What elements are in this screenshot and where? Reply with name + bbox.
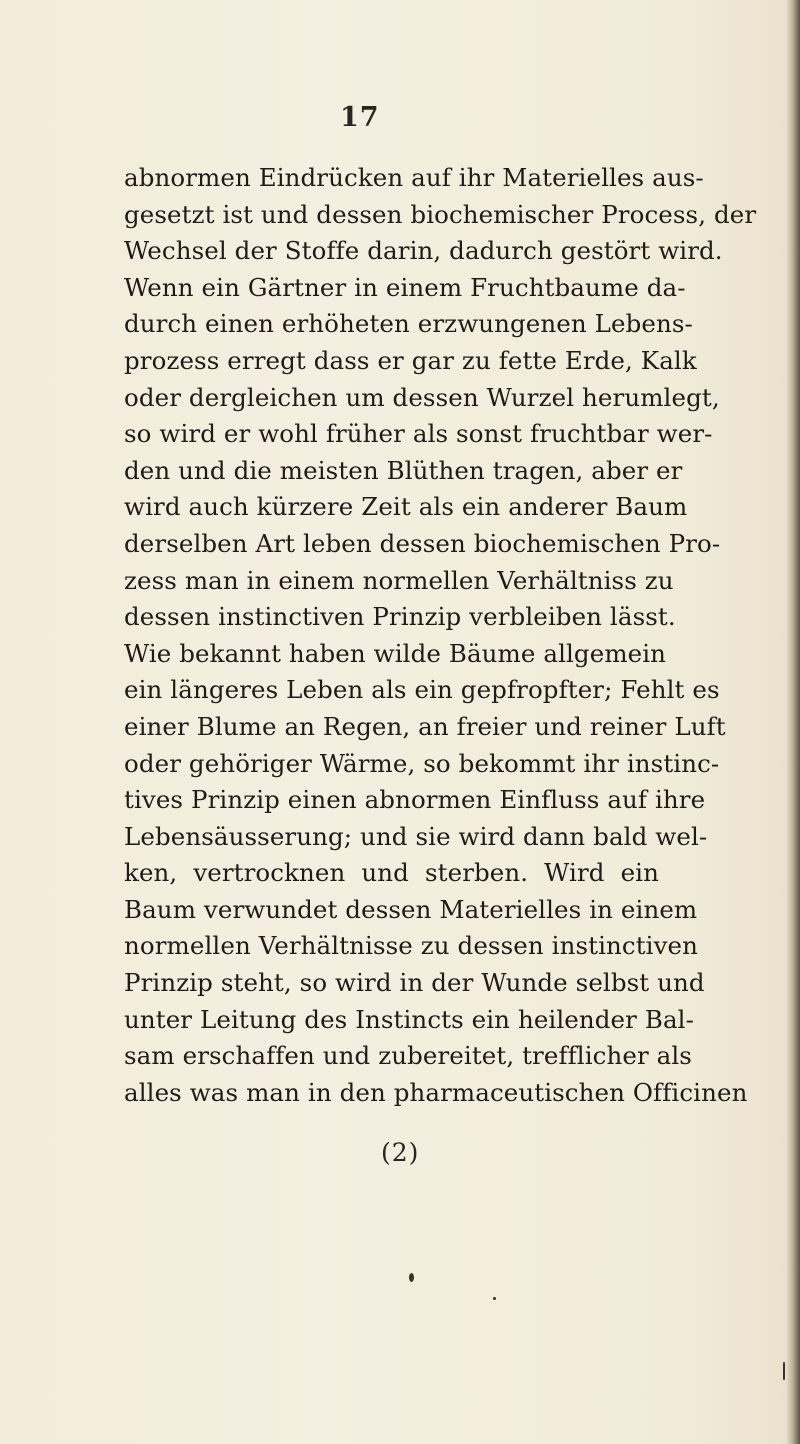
text-line: Wechsel der Stoffe darin, dadurch gestört wird. bbox=[124, 236, 723, 266]
paper-speck bbox=[409, 1273, 414, 1282]
text-line: tives Prinzip einen abnormen Einfluss auf ihre bbox=[124, 785, 706, 815]
text-line: sam erschaffen und zubereitet, trefflicher als bbox=[124, 1041, 692, 1071]
text-line: normellen Verhältnisse zu dessen instinctiven bbox=[124, 931, 699, 961]
text-line: durch einen erhöheten erzwungenen Lebens- bbox=[124, 309, 693, 339]
text-line: Lebensäusserung; und sie wird dann bald wel- bbox=[124, 821, 708, 851]
text-line: so wird er wohl früher als sonst fruchtbar wer- bbox=[124, 419, 713, 449]
page-number: 17 bbox=[340, 102, 380, 133]
text-line: unter Leitung des Instincts ein heilender Bal- bbox=[124, 1004, 694, 1034]
text-line: Wenn ein Gärtner in einem Fruchtbaume da- bbox=[124, 272, 686, 302]
text-line: Wie bekannt haben wilde Bäume allgemein bbox=[124, 638, 667, 668]
body-text bbox=[124, 160, 757, 1111]
text-line: oder gehöriger Wärme, so bekommt ihr instinc- bbox=[124, 748, 720, 778]
text-line: Baum verwundet dessen Materielles in einem bbox=[124, 894, 698, 924]
text-line: Prinzip steht, so wird in der Wunde selbst und bbox=[124, 968, 705, 998]
text-line: abnormen Eindrücken auf ihr Materielles aus- bbox=[124, 163, 704, 192]
text-line: gesetzt ist und dessen biochemischer Process, der bbox=[124, 199, 757, 229]
text-line: prozess erregt dass er gar zu fette Erde, Kalk bbox=[124, 345, 697, 375]
page-edge-shadow bbox=[786, 0, 800, 1444]
text-line: oder dergleichen um dessen Wurzel herumlegt, bbox=[124, 382, 720, 412]
text-line: derselben Art leben dessen biochemischen Pro- bbox=[124, 528, 721, 558]
text-line: ein längeres Leben als ein gepfropfter; Fehlt es bbox=[124, 675, 720, 705]
text-line: den und die meisten Blüthen tragen, aber er bbox=[124, 455, 683, 485]
text-line: ken, vertrocknen und sterben. Wird ein bbox=[124, 858, 659, 888]
text-line: wird auch kürzere Zeit als ein anderer Baum bbox=[124, 492, 688, 522]
paper-speck bbox=[783, 1362, 785, 1380]
text-line: zess man in einem normellen Verhältniss zu bbox=[124, 565, 674, 595]
text-line: alles was man in den pharmaceutischen Officinen bbox=[124, 1077, 748, 1107]
paper-speck bbox=[493, 1297, 496, 1300]
text-line: dessen instinctiven Prinzip verbleiben lässt. bbox=[124, 602, 676, 632]
signature-mark: (2) bbox=[381, 1138, 420, 1167]
text-line: einer Blume an Regen, an freier und reiner Luft bbox=[124, 711, 726, 741]
